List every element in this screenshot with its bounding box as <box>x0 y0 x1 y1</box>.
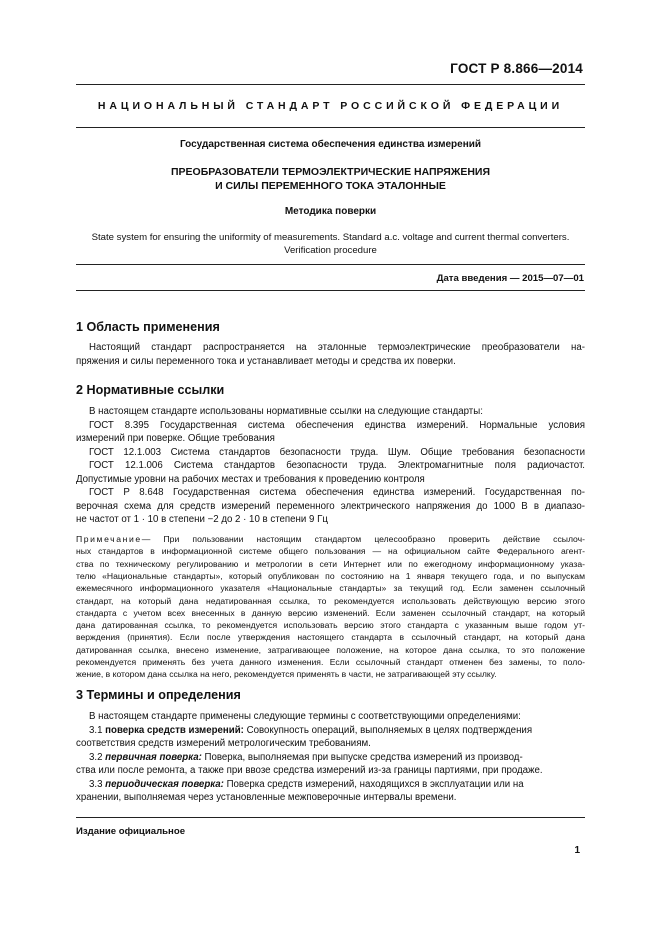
standard-code: ГОСТ Р 8.866—2014 <box>450 61 583 76</box>
note-line: стандарт, на который дана недатированная ссылка, то рекомендуется использовать действующую версию этого <box>76 595 585 606</box>
official-edition-label: Издание официальное <box>76 826 186 837</box>
section3-intro: В настоящем стандарте применены следующие термины с соответствующими определениями: <box>89 711 521 722</box>
section2-line: измерений при поверке. Общие требования <box>76 433 275 444</box>
term-3-3-continuation: хранении, выполняемая через установленные межповерочные интервалы времени. <box>76 792 457 803</box>
note-first-line <box>76 533 585 545</box>
note-line: ежемесячного информационного указателя «Национальные стандарты» за текущий год. Если заменен ссылочный <box>76 583 585 594</box>
introduction-date: Дата введения — 2015—07—01 <box>436 273 584 284</box>
section2-note <box>76 533 585 683</box>
document-title <box>60 165 601 193</box>
section2-line: В настоящем стандарте использованы нормативные ссылки на следующие стандарты: <box>89 406 483 417</box>
title-rule <box>76 264 585 265</box>
term-3-1-continuation: соответствия средств измерений метрологическим требованиям. <box>76 738 371 749</box>
term-definition: Поверка средств измерений, находящихся в эксплуатации или на <box>223 778 524 790</box>
section2-line: ГОСТ 8.395 Государственная система обеспечения единства измерений. Нормальные условия <box>89 419 585 431</box>
english-title-line2: Verification procedure <box>284 245 377 256</box>
term-3-2 <box>76 751 585 765</box>
note-line: ных стандартов в информационной системе общего пользования — на официальном сайте Федерального агент- <box>76 546 585 557</box>
term-number: 3.3 <box>89 778 103 790</box>
term-3-2-continuation: ства или после ремонта, а также при ввозе средства измерений из-за границы партиями, при продаже. <box>76 765 543 776</box>
section2-line: ГОСТ Р 8.648 Государственная система обеспечения единства измерений. Государственная по- <box>89 487 585 498</box>
note-line: датированная ссылка, внесено изменение, затрагивающее положение, на которое дана ссылка, то это положение <box>76 644 585 655</box>
date-rule <box>76 290 585 291</box>
term-3-1 <box>76 724 585 738</box>
note-line: — При пользовании настоящим стандартом целесообразно проверить действие ссылоч- <box>141 534 585 544</box>
section1-body <box>76 341 585 369</box>
section2-line: не частот от 1 · 10 в степени −2 до 2 · 10 в степени 9 Гц <box>76 514 328 525</box>
term-number: 3.1 <box>89 724 103 736</box>
section3-body <box>76 710 585 810</box>
banner-rule <box>76 127 585 128</box>
system-title: Государственная система обеспечения единства измерений <box>179 139 482 150</box>
note-line: телю «Национальные стандарты», который опубликован по состоянию на 1 января текущего года, и по выпускам <box>76 570 585 581</box>
english-title <box>60 231 601 257</box>
method-subtitle: Методика поверки <box>284 206 377 217</box>
term-3-3 <box>76 778 585 792</box>
section2-line: ГОСТ 12.1.006 Система стандартов безопасности труда. Электромагнитные поля радиочастот. <box>89 460 585 471</box>
term-definition: Поверка, выполняемая при выпуске средства измерений из производ- <box>201 751 523 763</box>
section2-line: Допустимые уровни на рабочих местах и требования к проведению контроля <box>76 473 425 485</box>
document-title-line1: ПРЕОБРАЗОВАТЕЛИ ТЕРМОЭЛЕКТРИЧЕСКИЕ НАПРЯЖЕНИЯ <box>170 166 491 178</box>
section1-heading: 1 Область применения <box>76 320 220 334</box>
section1-line: Настоящий стандарт распространяется на эталонные термоэлектрические преобразователи на- <box>89 342 585 353</box>
national-standard-banner: НАЦИОНАЛЬНЫЙ СТАНДАРТ РОССИЙСКОЙ ФЕДЕРАЦИИ <box>97 100 564 112</box>
section2-line: ГОСТ 12.1.003 Система стандартов безопасности труда. Шум. Общие требования безопасности <box>89 446 585 458</box>
term-name: поверка средств измерений: <box>105 724 244 736</box>
note-label: Примечание <box>76 534 142 544</box>
note-line: дана датированная ссылка, то рекомендуется использовать версию этого стандарта с указанным выше годом ут- <box>76 620 585 631</box>
page-number: 1 <box>574 845 580 856</box>
note-line: рекомендуется применять без учета данного изменения. Если ссылочный стандарт отменен без замены, то поло- <box>76 657 585 667</box>
term-name: первичная поверка: <box>105 751 202 763</box>
english-title-line1: State system for ensuring the uniformity of measurements. Standard a.c. voltage and current thermal converters. <box>91 232 570 243</box>
term-definition: Совокупность операций, выполняемых в целях подтверждения <box>243 724 533 736</box>
footer-rule <box>76 817 585 818</box>
term-number: 3.2 <box>89 751 103 763</box>
top-rule <box>76 84 585 85</box>
section2-line: верочная схема для средств измерений переменного электрического напряжения до 1000 В в диапазо- <box>76 500 585 512</box>
section2-body <box>76 405 585 530</box>
section1-line: пряжения и силы переменного тока и устанавливает методы и средства их поверки. <box>76 355 456 367</box>
section3-heading: 3 Термины и определения <box>76 688 241 702</box>
note-line: стандарта с учетом всех внесенных в данную версию изменений. Если заменен ссылочный стандарт, на который <box>76 607 585 618</box>
term-name: периодическая поверка: <box>105 778 224 790</box>
document-title-line2: И СИЛЫ ПЕРЕМЕННОГО ТОКА ЭТАЛОННЫЕ <box>215 180 446 192</box>
section2-heading: 2 Нормативные ссылки <box>76 383 225 397</box>
note-line: верждения (принятия). Если после утверждения настоящего стандарта в ссылочный стандарт, на который дана <box>76 632 585 643</box>
note-line: жение, в котором дана ссылка на него, рекомендуется применять в части, не затрагивающей эту ссылку. <box>76 669 497 680</box>
note-line: ства по техническому регулированию и метрологии в сети Интернет или по ежегодному информационному указа- <box>76 558 585 569</box>
